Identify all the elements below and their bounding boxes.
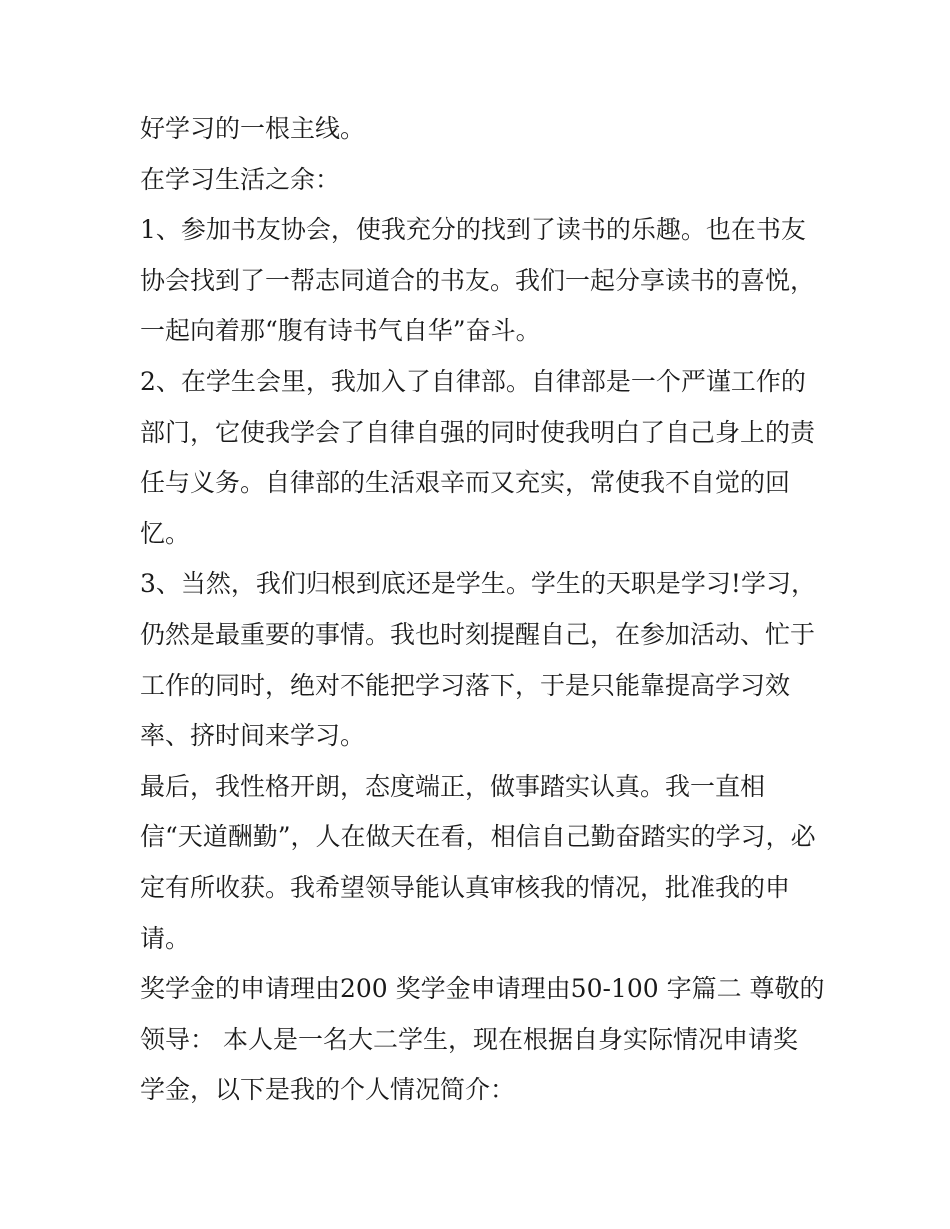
- text-line: 率、挤时间来学习。: [140, 721, 366, 751]
- text-line: 最后，我性格开朗，态度端正，做事踏实认真。我一直相: [140, 771, 766, 801]
- body-text: [140, 104, 825, 1116]
- text-line: 学金，以下是我的个人情况简介：: [140, 1075, 516, 1105]
- text-line: 一起向着那“腹有诗书气自华”奋斗。: [140, 316, 541, 346]
- text-line: 协会找到了一帮志同道合的书友。我们一起分享读书的喜悦，: [140, 265, 816, 295]
- text-line: 好学习的一根主线。: [140, 114, 366, 143]
- text-line: 仍然是最重要的事情。我也时刻提醒自己，在参加活动、忙于: [140, 619, 816, 649]
- text-line: 3、当然，我们归根到底还是学生。学生的天职是学习!学习，: [140, 569, 816, 599]
- text-line: 在学习生活之余：: [140, 164, 341, 194]
- text-line: 1、参加书友协会，使我充分的找到了读书的乐趣。也在书友: [140, 215, 806, 245]
- text-line: 部门，它使我学会了自律自强的同时使我明白了自己身上的责: [140, 417, 816, 447]
- text-line: 忆。: [140, 518, 191, 548]
- text-line: 请。: [140, 923, 191, 953]
- text-line: 任与义务。自律部的生活艰辛而又充实，常使我不自觉的回: [140, 468, 791, 498]
- text-line: 奖学金的申请理由200 奖学金申请理由50-100 字篇二 尊敬的: [140, 974, 825, 1004]
- text-line: 信“天道酬勤”，人在做天在看，相信自己勤奋踏实的学习，必: [140, 822, 816, 852]
- text-line: 工作的同时，绝对不能把学习落下，于是只能靠提高学习效: [140, 670, 791, 700]
- text-line: 2、在学生会里，我加入了自律部。自律部是一个严谨工作的: [140, 366, 806, 396]
- text-line: 领导： 本人是一名大二学生，现在根据自身实际情况申请奖: [140, 1024, 798, 1054]
- text-line: 定有所收获。我希望领导能认真审核我的情况，批准我的申: [140, 872, 791, 902]
